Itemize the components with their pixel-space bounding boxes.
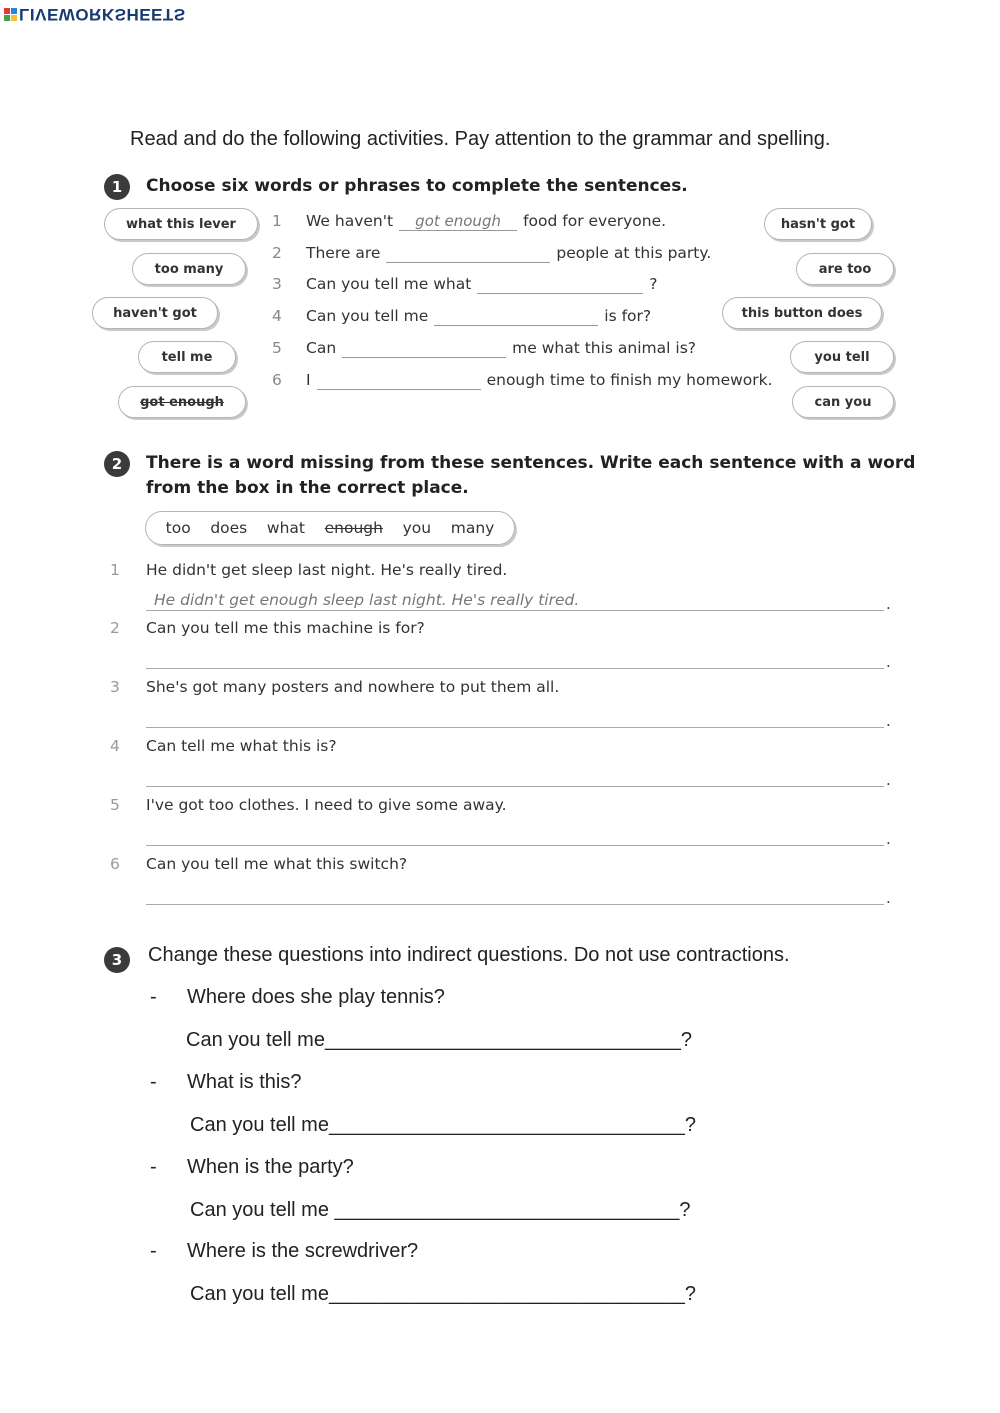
answer-blank[interactable]: [342, 339, 506, 358]
section1-title: Choose six words or phrases to complete the sentences.: [146, 176, 688, 196]
answer-line[interactable]: He didn't get enough sleep last night. He's really tired.: [146, 591, 884, 611]
section3-title: Change these questions into indirect questions. Do not use contractions.: [148, 944, 790, 966]
word-box-item: too: [165, 519, 191, 537]
answer-blank[interactable]: [477, 275, 643, 294]
bullet-dash: -: [150, 1156, 157, 1178]
section1-sentence: 1 We haven't got enough food for everyone.: [272, 211, 667, 230]
bullet-dash: -: [150, 1071, 157, 1093]
bullet-dash: -: [150, 1240, 157, 1262]
instructions: Read and do the following activities. Pay attention to the grammar and spelling.: [130, 128, 831, 150]
answer-line[interactable]: [146, 885, 884, 905]
section1-sentence: 5 Can me what this animal is?: [272, 339, 696, 357]
word-chip[interactable]: what this lever: [104, 208, 258, 240]
direct-question: Where does she play tennis?: [187, 986, 445, 1008]
section1-sentence: 3 Can you tell me what ?: [272, 275, 658, 293]
section1-sentence: 6 I enough time to finish my homework.: [272, 371, 773, 389]
answer-line[interactable]: [146, 826, 884, 846]
word-box-item: what: [266, 519, 305, 537]
answer-line[interactable]: [146, 767, 884, 787]
section1-number-badge: 1: [104, 174, 130, 200]
word-chip[interactable]: too many: [132, 253, 246, 285]
word-chip[interactable]: can you: [792, 386, 894, 418]
word-chip[interactable]: haven't got: [92, 297, 218, 329]
answer-line[interactable]: [146, 708, 884, 728]
word-chip[interactable]: hasn't got: [764, 208, 872, 240]
answer-blank[interactable]: [317, 371, 481, 390]
word-chip[interactable]: you tell: [790, 341, 894, 373]
direct-question: When is the party?: [187, 1156, 354, 1178]
word-chip-used[interactable]: got enough: [118, 386, 246, 418]
logo-squares-icon: [4, 8, 17, 21]
word-chip[interactable]: this button does: [722, 297, 882, 329]
indirect-question-answer[interactable]: Can you tell me________________________________?: [186, 1029, 693, 1051]
answer-blank[interactable]: [386, 244, 550, 263]
word-box-item: you: [402, 519, 432, 537]
liveworksheets-logo: [4, 4, 186, 24]
word-box-item: many: [450, 519, 495, 537]
word-box-item: does: [210, 519, 248, 537]
indirect-question-answer[interactable]: Can you tell me _______________________________?: [190, 1199, 691, 1221]
logo-text: LIVEWORKSHEETS: [19, 5, 186, 24]
bullet-dash: -: [150, 986, 157, 1008]
answer-blank[interactable]: got enough: [399, 212, 517, 231]
section1-sentence: 4 Can you tell me is for?: [272, 307, 652, 325]
answer-blank[interactable]: [434, 307, 598, 326]
word-box-item-used: enough: [324, 519, 383, 537]
answer-line[interactable]: [146, 649, 884, 669]
word-chip[interactable]: tell me: [138, 341, 236, 373]
direct-question: Where is the screwdriver?: [187, 1240, 419, 1262]
section3-number-badge: 3: [104, 947, 130, 973]
direct-question: What is this?: [187, 1071, 302, 1093]
word-chip[interactable]: are too: [796, 253, 894, 285]
section1-sentence: 2 There are people at this party.: [272, 244, 712, 262]
indirect-question-answer[interactable]: Can you tell me________________________________?: [190, 1283, 697, 1305]
section2-title-line1: There is a word missing from these sentences. Write each sentence with a word: [146, 453, 916, 473]
section2-number-badge: 2: [104, 451, 130, 477]
indirect-question-answer[interactable]: Can you tell me________________________________?: [190, 1114, 697, 1136]
word-box: [145, 511, 515, 545]
section2-title-line2: from the box in the correct place.: [146, 478, 469, 498]
